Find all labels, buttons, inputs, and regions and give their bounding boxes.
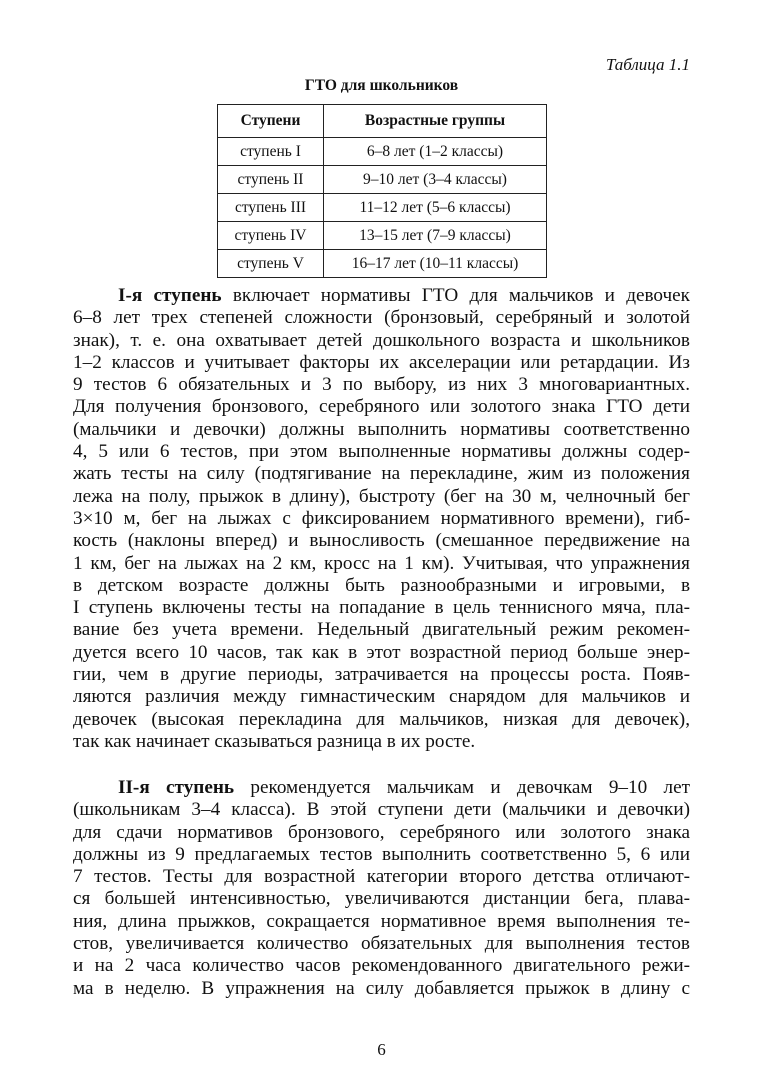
text-line: ся большей интенсивностью, увеличиваются дистанции бега, плава- [73,888,690,910]
text-line: так как начинает сказываться разница в их росте. [73,730,476,752]
table-row [218,138,547,166]
cell-age-group: 9–10 лет (3–4 классы) [324,166,547,194]
text-line: 6–8 лет трех степеней сложности (бронзовый, серебряный и золотой [73,307,690,329]
cell-age-group: 16–17 лет (10–11 классы) [324,250,547,278]
table-row [218,166,547,194]
cell-age-group: 11–12 лет (5–6 классы) [324,194,547,222]
paragraph-stage-1 [73,285,690,753]
text-line: кость (наклоны вперед) и выносливость (смешанное передвижение на [73,530,690,552]
cell-stage: ступень III [218,194,324,222]
gto-table [217,104,547,278]
text-line: стов, увеличивается количество обязательных для выполнения тестов [73,933,690,955]
text-line: 3×10 м, бег на лыжах с фиксированием нормативного времени), гиб- [73,507,690,529]
header-age-groups: Возрастные группы [324,105,547,138]
table-row [218,250,547,278]
cell-stage: ступень V [218,250,324,278]
cell-stage: ступень I [218,138,324,166]
table-row [218,194,547,222]
text-line: (мальчики и девочки) должны выполнить нормативы соответственно [73,418,690,440]
table-header-row [218,105,547,138]
table-row [218,222,547,250]
text-line: вание без учета времени. Недельный двигательный режим рекомен- [73,619,690,641]
text-line: должны из 9 предлагаемых тестов выполнить соответственно 5, 6 или [73,843,690,865]
text-line: лежа на полу, прыжок в длину), быстроту (бег на 30 м, челночный бег [73,485,690,507]
line-text: включает нормативы ГТО для мальчиков и девочек [221,285,690,306]
text-line: знак), т. е. она охватывает детей дошкольного возраста и школьников [73,329,690,351]
text-line: ляются различия между гимнастическим снарядом для мальчиков и [73,686,690,708]
page-number: 6 [377,1040,386,1059]
table-title: ГТО для школьников [304,77,459,94]
text-line: и на 2 часа количество часов рекомендованного двигательного режи- [73,955,690,977]
cell-age-group: 13–15 лет (7–9 классы) [324,222,547,250]
text-line: 1–2 классов и учитывает факторы их акселерации или ретардации. Из [73,351,690,373]
stage-lead: I-я ступень [118,285,222,306]
text-line [73,777,690,799]
text-line: дуется всего 10 часов, так как в этот возрастной период больше энер- [73,641,690,663]
text-line: (школьникам 3–4 класса). В этой ступени дети (мальчики и девочки) [73,799,690,821]
header-stages: Ступени [218,105,324,138]
paragraph-stage-2 [73,777,690,1000]
text-line: девочек (высокая перекладина для мальчиков, низкая для девочек), [73,708,690,730]
text-line [73,285,690,307]
cell-stage: ступень II [218,166,324,194]
text-line: ма в неделю. В упражнения на силу добавляется прыжок в длину с [73,977,690,999]
text-line: 4, 5 или 6 тестов, при этом выполненные нормативы должны содер- [73,441,690,463]
cell-stage: ступень IV [218,222,324,250]
stage-lead: II-я ступень [118,777,235,798]
text-line: 1 км, бег на лыжах на 2 км, кросс на 1 км). Учитывая, что упражнения [73,552,690,574]
text-line: 7 тестов. Тесты для возрастной категории второго детства отличают- [73,866,690,888]
text-line: жать тесты на силу (подтягивание на перекладине, жим из положения [73,463,690,485]
text-line: Для получения бронзового, серебряного или золотого знака ГТО дети [73,396,690,418]
text-line: 9 тестов 6 обязательных и 3 по выбору, из них 3 многовариантных. [73,374,690,396]
table-caption: Таблица 1.1 [605,55,690,74]
cell-age-group: 6–8 лет (1–2 классы) [324,138,547,166]
text-line: гии, чем в другие периоды, затрачивается на процессы роста. Появ- [73,664,690,686]
text-line: для сдачи нормативов бронзового, серебряного или золотого знака [73,821,690,843]
text-line: I ступень включены тесты на попадание в цель теннисного мяча, пла- [73,597,690,619]
text-line: ния, длина прыжков, сокращается нормативное время выполнения те- [73,910,690,932]
text-line: в детском возрасте должны быть разнообразными и игровыми, в [73,574,690,596]
line-text: рекомендуется мальчикам и девочкам 9–10 лет [234,777,690,798]
